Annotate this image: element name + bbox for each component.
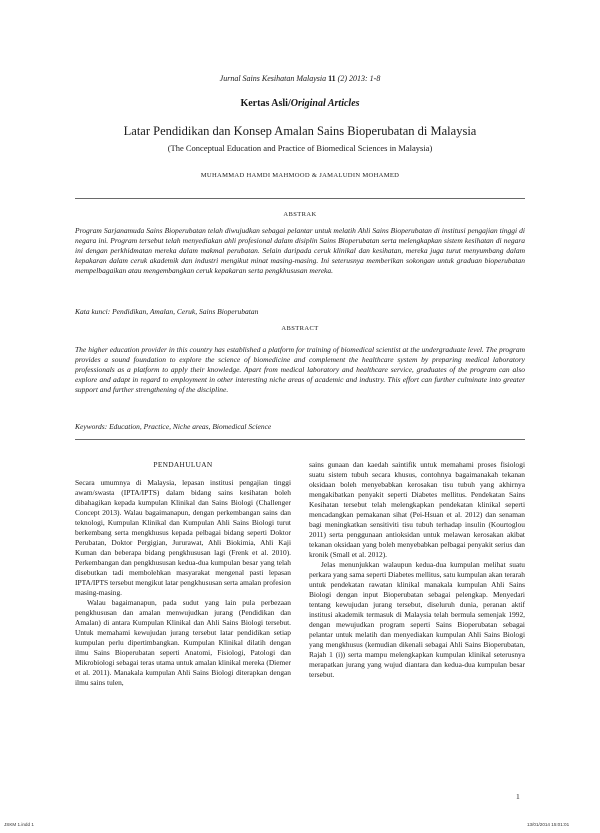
- divider-bottom: [75, 439, 525, 440]
- abstrak-text: Program Sarjanamuda Sains Bioperubatan telah diwujudkan sebagai pelantar untuk melatih Ahli Sains Bioperubatan di institusi pengajian tinggi di negara ini. Program tersebut telah menyediakan ahli profesional dalam disiplin Sains Bioperubatan serta melengkapkan sistem kesihatan di negara ini dengan perkhidmatan mereka dalam makmal perubatan. Selain daripada ceruk klinikal dan kesihatan, mereka juga turut menyumbang dalam kepakaran dalam ceruk akademik dan industri mengikut minat masing-masing. Ini seterusnya memberikan sokongan untuk graduan bioperubatan mempelbagaikan atau mengembangkan ceruk kepakaran serta pengkhususan mereka.: [75, 226, 525, 275]
- page-number: 1: [516, 792, 520, 801]
- body-paragraph: Jelas menunjukkan walaupun kedua-dua kumpulan melihat suatu perkara yang sama seperti Diabetes mellitus, satu kumpulan akan terarah untuk pendekatan rawatan klinikal manakala kumpulan Ahli Sains Biologi dengan input Bioperubatan sebagai pelengkap. Menyedari tentang kewujudan jurang tersebut, diseluruh dunia, peranan aktif institusi akademik termasuk di Malaysia telah bermula semenjak 1992, dengan mewujudkan program seperti Sains Bioperubatan sebagai pelantar untuk melatih dan menyediakan kumpulan Ahli Sains Biologi yang mengkhusus (kemudian dikenali sebagai Ahli Sains Bioperubatan, Rajah 1 (i)) serta mampu melengkapkan kumpulan klinikal seterusnya merapatkan jurang yang wujud diantara dan kedua-dua kumpulan besar tersebut.: [309, 560, 525, 679]
- abstrak-keywords: Kata kunci: Pendidikan, Amalan, Ceruk, Sains Bioperubatan: [75, 307, 259, 316]
- journal-volume: 11: [328, 74, 336, 83]
- body-right-column: [309, 460, 525, 680]
- divider-top: [75, 198, 525, 199]
- abstract-heading: ABSTRACT: [281, 325, 319, 332]
- abstract-text: The higher education provider in this country has established a platform for training of biomedical scientist at the undergraduate level. The program provides a sound foundation to explore the science of biomedicine and complement the healthcare system by preparing medical laboratory professionals as a platform to apply their knowledge. Apart from medical laboratory and healthcare service, graduates of the program can also explore and adapt in regard to employment in other interesting niche areas of academic and industry. This effort can further culminate into greater support and further strengthening of the discipline.: [75, 345, 525, 394]
- body-paragraph: Secara umumnya di Malaysia, lepasan institusi pengajian tinggi awam/swasta (IPTA/IPTS) dalam bidang sains kesihatan boleh dibahagikan kepada kumpulan Klinikal dan Sains Biologi (Challenger Concept 2013). Walau bagaimanapun, dengan perkembangan sains dan teknologi, Kumpulan Klinikal dan Kumpulan Ahli Sains Biologi turut berkembang serta mengkhusus kepada pelbagai bidang seperti Doktor Perubatan, Doktor Pergigian, Jururawat, Ahli Biokimia, Ahli Kaji Kuman dan beberapa bidang pengkhususan lagi (Frenk et al. 2010). Perkembangan dan pengkhususan kedua-dua kumpulan besar yang telah disebutkan tadi membolehkan masyarakat mengenal pasti lepasan IPTA/IPTS tersebut mengikut latar pengkhususan serta amalan profesion masing-masing.: [75, 478, 291, 597]
- journal-name: Jurnal Sains Kesihatan Malaysia: [219, 74, 327, 83]
- article-category: [0, 98, 600, 109]
- body-paragraph: sains gunaan dan kaedah saintifik untuk memahami proses fisiologi suatu sistem tubuh secara khusus, contohnya bagaimanakah tekanan oksidaan boleh menyebabkan kerosakan tisu tubuh yang akhirnya mengakibatkan penyakit seperti Diabetes mellitus. Pendekatan Sains Kesihatan tersebut telah melengkapkan pendekatan klinikal seperti mencadangkan pemakanan sihat (Pei-Hsuan et al. 2012) dan senaman bagi meningkatkan sensitiviti tisu tubuh terhadap insulin (Kourtoglou 2011) serta penggunaan antioksidan untuk melawan kerosakan akibat tekanan oksidaan yang boleh menyebabkan pelbagai penyakit serius dan kronik (Small et al. 2012).: [309, 460, 525, 559]
- journal-issue-pages: (2) 2013: 1-8: [337, 74, 381, 83]
- print-slug-timestamp: 13/01/2014 15:01:01: [527, 822, 570, 827]
- section-heading: PENDAHULUAN: [153, 460, 213, 469]
- article-title-english: (The Conceptual Education and Practice of Biomedical Sciences in Malaysia): [167, 143, 433, 153]
- print-slug-file: JSKM 1.indd 1: [4, 822, 34, 827]
- abstract-keywords: Keywords: Education, Practice, Niche areas, Biomedical Science: [75, 422, 272, 431]
- body-paragraph: Walau bagaimanapun, pada sudut yang lain pula perbezaan pengkhususan dan amalan menwujudkan jurang (Pendidikan dan Amalan) di antara Kumpulan Klinikal dan Ahli Sains Biologi tersebut. Untuk memahami kewujudan jurang tersebut latar pendidikan setiap kumpulan perlu dipertimbangkan. Kumpulan Klinikal dilatih dengan ilmu Sains Bioperubatan seperti Anatomi, Fisiologi, Patologi dan Mikrobiologi sebagai teras utama untuk amalan klinikal mereka (Diemer et al. 2011). Manakala kumpulan Ahli Sains Biologi diterapkan dengan ilmu sains tulen,: [75, 598, 291, 687]
- author-list: MUHAMMAD HAMDI MAHMOOD & JAMALUDIN MOHAMED: [200, 172, 400, 179]
- abstrak-heading: ABSTRAK: [283, 211, 317, 218]
- category-english: Original Articles: [290, 98, 360, 109]
- category-malay: Kertas Asli/: [240, 98, 291, 109]
- article-title: Latar Pendidikan dan Konsep Amalan Sains Bioperubatan di Malaysia: [123, 124, 477, 138]
- journal-header: [0, 74, 600, 83]
- body-left-column: [75, 478, 291, 688]
